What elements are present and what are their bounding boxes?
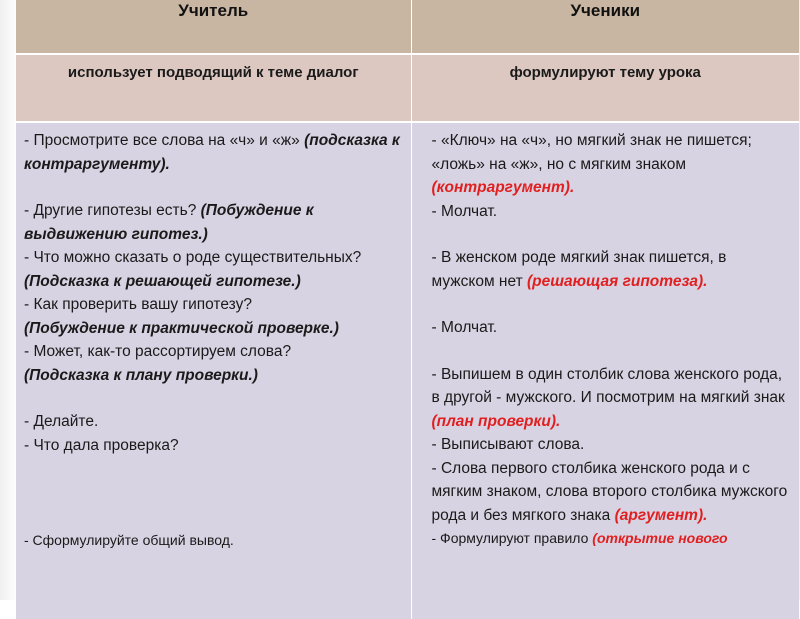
- subheader-students: формулируют тему урока: [411, 54, 799, 122]
- dialog-body-row: [16, 122, 799, 619]
- student-line-7-label: (аргумент).: [614, 506, 708, 524]
- header-students: Ученики: [411, 0, 799, 54]
- teacher-line-2-text: - Другие гипотезы есть?: [24, 202, 201, 219]
- teacher-line-5-text: - Может, как-то рассортируем слова?: [24, 343, 292, 360]
- student-line-2-text: - Молчат.: [431, 202, 498, 220]
- teacher-line-1: [24, 129, 405, 176]
- teacher-line-7-text: - Что дала проверка?: [24, 436, 179, 454]
- student-line-3: [432, 246, 794, 293]
- student-line-5: [432, 363, 794, 434]
- teacher-line-8-text: - Сформулируйте общий вывод.: [24, 532, 234, 548]
- teacher-line-4-text: - Как проверить вашу гипотезу?: [24, 296, 252, 313]
- student-line-5-label: (план проверки).: [431, 412, 561, 430]
- teacher-line-7: [24, 434, 405, 458]
- teacher-line-5: [24, 340, 405, 387]
- student-line-7-text: - Слова первого столбика женского рода и с мягким знаком, слова второго столбика мужского рода и без мягкого знака: [431, 459, 788, 524]
- student-line-1: [432, 129, 794, 200]
- student-line-7: [432, 457, 794, 528]
- student-line-1-text: - «Ключ» на «ч», но мягкий знак не пишется; «ложь» на «ж», но с мягким знаком: [431, 132, 752, 173]
- teacher-line-3-hint: (Подсказка к решающей гипотезе.): [24, 272, 301, 290]
- student-line-3-text: - В женском роде мягкий знак пишется, в мужском нет: [431, 249, 727, 290]
- student-line-1-label: (контраргумент).: [431, 179, 575, 196]
- teacher-line-3: [24, 246, 405, 293]
- teacher-line-4-hint: (Побуждение к практической проверке.): [24, 319, 339, 337]
- teacher-column: [16, 122, 411, 619]
- teacher-line-5-hint: (Подсказка к плану проверки.): [24, 366, 258, 384]
- header-row: [16, 0, 799, 54]
- teacher-line-2-hint: (Побуждение к выдвижению гипотез.): [24, 202, 314, 243]
- student-line-6: [432, 433, 794, 457]
- subheader-row: [16, 54, 799, 122]
- student-line-5-text: - Выпишем в один столбик слова женского рода, в другой - мужского. И посмотрим на мягкий знак: [431, 365, 785, 406]
- teacher-line-6-text: - Делайте.: [24, 413, 99, 430]
- students-column: [411, 122, 799, 619]
- student-line-8-text: - Формулируют правило: [431, 530, 593, 546]
- student-line-3-label: (решающая гипотеза).: [526, 272, 708, 290]
- student-line-6-text: - Выписывают слова.: [431, 436, 585, 453]
- student-line-8: [432, 527, 794, 551]
- student-line-2: [432, 200, 794, 224]
- teacher-line-8: [24, 529, 405, 553]
- dialog-table: [16, 0, 799, 619]
- teacher-line-6: [24, 410, 405, 434]
- teacher-line-1-text: - Просмотрите все слова на «ч» и «ж»: [24, 132, 300, 149]
- teacher-line-3-text: - Что можно сказать о роде существительных?: [24, 249, 362, 266]
- header-teacher: Учитель: [16, 0, 411, 54]
- student-line-4: [432, 316, 794, 340]
- teacher-line-1-hint: (подсказка к контраргументу).: [24, 132, 400, 173]
- teacher-line-2: [24, 199, 405, 246]
- student-line-8-label: (открытие нового: [592, 530, 728, 546]
- subheader-teacher: использует подводящий к теме диалог: [16, 54, 411, 122]
- student-line-4-text: - Молчат.: [431, 319, 498, 336]
- teacher-line-4: [24, 293, 405, 340]
